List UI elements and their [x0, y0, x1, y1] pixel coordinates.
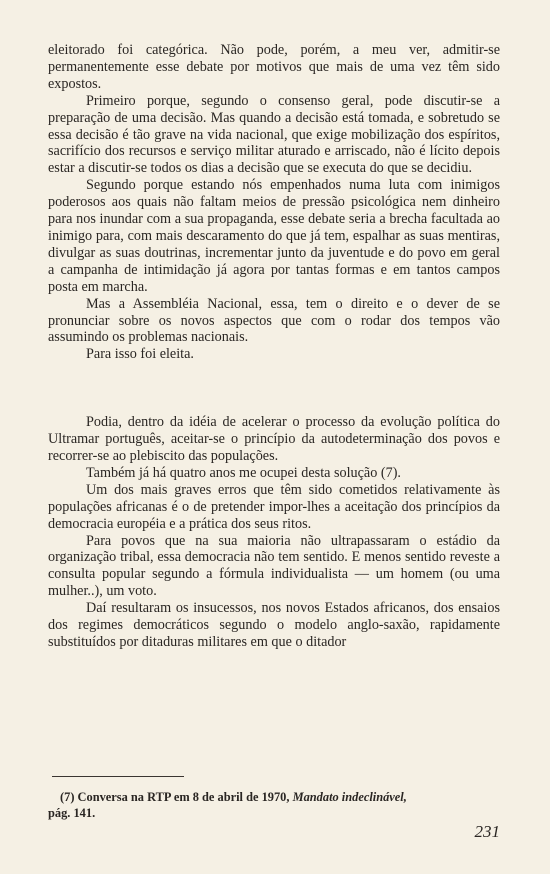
section-gap: [48, 363, 500, 414]
footnote-tail: pág. 141.: [48, 806, 96, 820]
paragraph: Mas a Assembléia Nacional, essa, tem o direito e o dever de se pronunciar sobre os novos aspectos que com o rodar dos tempos vão assumindo os problemas nacionais.: [48, 295, 500, 346]
footnote-lead: (7) Conversa na RTP em 8 de abril de 1970,: [60, 790, 290, 804]
section-2: [48, 414, 500, 651]
section-1: [48, 42, 500, 363]
body-text: [48, 42, 500, 651]
paragraph: Para isso foi eleita.: [86, 346, 194, 363]
paragraph: Um dos mais graves erros que têm sido cometidos relativamente às populações africanas é o de pretender impor-lhes a aceitação dos princípios da democracia européia e a prática dos seus ritos.: [48, 481, 500, 532]
paragraph: Também já há quatro anos me ocupei desta solução (7).: [86, 464, 401, 481]
paragraph: Daí resultaram os insucessos, nos novos Estados africanos, dos ensaios dos regimes democráticos segundo o modelo anglo-saxão, rapidamente substituídos por ditaduras militares em que o ditador: [48, 600, 500, 650]
footnote-text: [48, 789, 500, 821]
paragraph: Para povos que na sua maioria não ultrapassaram o estádio da organização tribal, essa democracia não tem sentido. E menos sentido reveste a consulta popular segundo a fórmula individualista — um homem (ou uma mulher..), um voto.: [48, 532, 500, 600]
paragraph: Podia, dentro da idéia de acelerar o processo da evolução política do Ultramar português, aceitar-se o princípio da autodeterminação dos povos e recorrer-se ao plebiscito das populações.: [48, 414, 500, 465]
footnote: [48, 789, 500, 821]
paragraph: Primeiro porque, segundo o consenso geral, pode discutir-se a preparação de uma decisão. Mas quando a decisão está tomada, e sobretudo se essa decisão é tão grave na vida nacional, que exige mobilização dos espíritos, sacrifício dos recursos e serviço militar aturado e arriscado, não é lícito depois estar a discutir-se todos os dias a decisão que se executa do que se decidiu.: [48, 92, 500, 177]
page-number: 231: [474, 822, 500, 841]
footnote-divider: [52, 776, 184, 777]
paragraph: Segundo porque estando nós empenhados numa luta com inimigos poderosos aos quais não faltam meios de pressão psicológica nem dinheiro para nos inundar com a sua propaganda, esse debate seria a brecha facultada ao inimigo para, com mais descaramento do que já tem, espalhar as suas mentiras, divulgar as suas doutrinas, incrementar junto da juventude e do povo em geral a campanha de intimidação já agora por tantas formas e em tantos campos posta em marcha.: [48, 177, 500, 295]
paragraph: eleitorado foi categórica. Não pode, porém, a meu ver, admitir-se permanentemente esse debate por motivos que mais de uma vez têm sido expostos.: [48, 42, 500, 92]
footnote-title: Mandato indeclinável,: [292, 790, 407, 804]
